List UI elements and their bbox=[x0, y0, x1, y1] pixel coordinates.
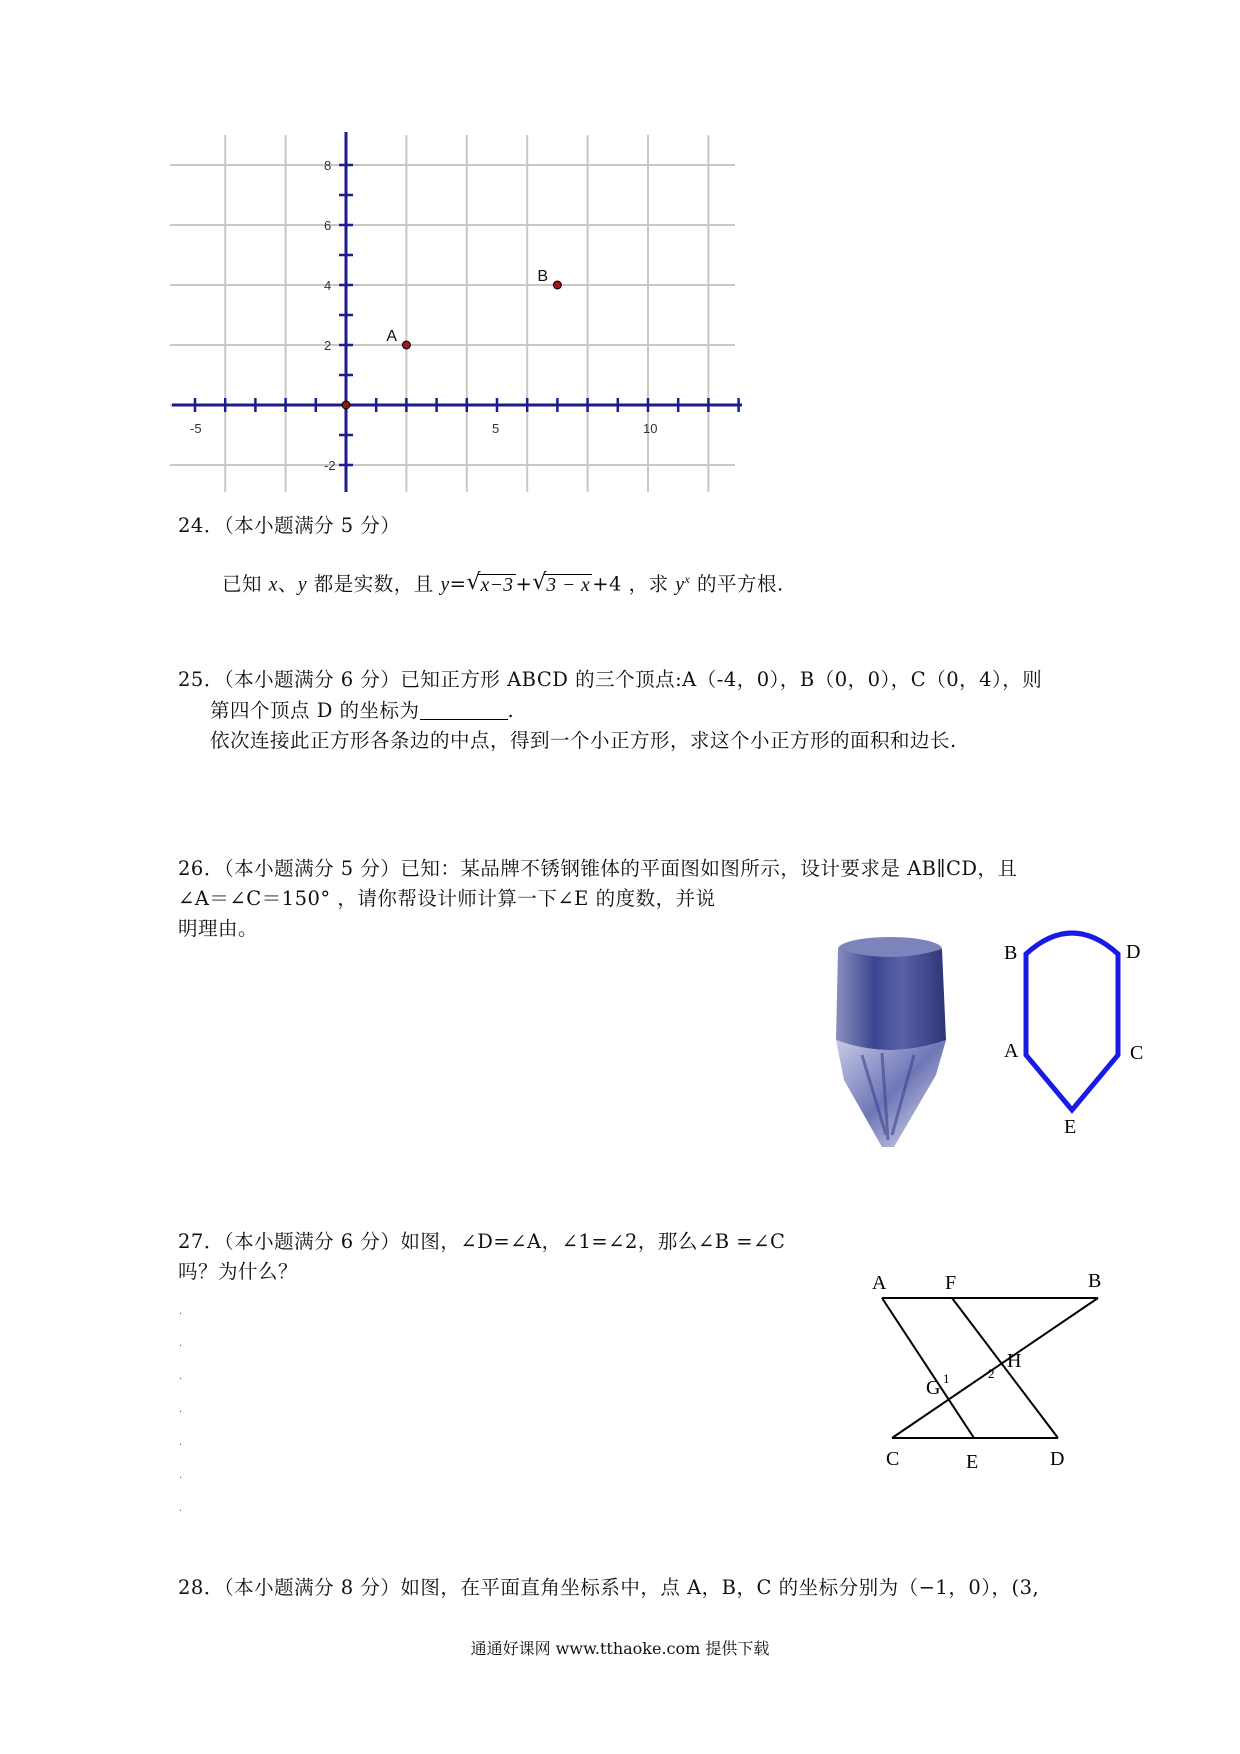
ab-cd-pentagon-figure bbox=[990, 920, 1150, 1140]
y-tick-label: 2 bbox=[324, 338, 332, 353]
margin-dot: . bbox=[179, 1404, 183, 1415]
plus-sign: + bbox=[515, 572, 533, 596]
label-H: H bbox=[1007, 1350, 1022, 1372]
y-tick-label: 6 bbox=[324, 218, 332, 233]
stainless-cone-photo bbox=[822, 935, 962, 1150]
label-F: F bbox=[945, 1272, 957, 1294]
coordinate-plane bbox=[170, 130, 750, 505]
q24-tail: +4 ，求 bbox=[592, 572, 676, 596]
point-label-A: A bbox=[386, 328, 398, 345]
answer-blank[interactable] bbox=[420, 699, 508, 720]
point-B bbox=[553, 281, 561, 289]
y-tick-label: -2 bbox=[324, 458, 336, 473]
y-tick-label: 4 bbox=[324, 278, 332, 293]
q24-end: 的平方根. bbox=[690, 572, 784, 596]
label-B: B bbox=[1088, 1270, 1102, 1292]
margin-dot: . bbox=[179, 1503, 183, 1514]
q25-line2-text: 第四个顶点 D 的坐标为 bbox=[210, 699, 420, 722]
angle-1-label: 1 bbox=[943, 1371, 950, 1386]
origin-point bbox=[342, 401, 350, 409]
pentagon-outline bbox=[1026, 933, 1118, 1110]
y-tick-label: 8 bbox=[324, 158, 332, 173]
line-FD bbox=[952, 1298, 1058, 1438]
label-A: A bbox=[872, 1272, 887, 1294]
q27-line1: 27．（本小题满分 6 分）如图，∠D=∠A，∠1=∠2，那么∠B =∠C bbox=[178, 1230, 786, 1253]
power-exponent: x bbox=[684, 572, 691, 586]
sqrt-2: √ 3 − x bbox=[532, 569, 591, 596]
point-label-B: B bbox=[537, 268, 549, 285]
var-x: x bbox=[268, 574, 278, 596]
label-D: D bbox=[1126, 941, 1141, 963]
margin-dot: . bbox=[179, 1338, 183, 1349]
line-BC bbox=[892, 1298, 1098, 1438]
var-y: y bbox=[297, 574, 308, 596]
label-D: D bbox=[1050, 1448, 1065, 1470]
label-B: B bbox=[1004, 942, 1018, 964]
x-tick-label: 10 bbox=[643, 421, 658, 436]
q26-line3: 明理由。 bbox=[178, 917, 259, 940]
q28-line1: 28．（本小题满分 8 分）如图，在平面直角坐标系中，点 A，B，C 的坐标分别为（−1，0），(3, bbox=[178, 1576, 1040, 1599]
label-A: A bbox=[1004, 1040, 1019, 1062]
label-E: E bbox=[1064, 1116, 1077, 1138]
point-A bbox=[402, 341, 410, 349]
x-tick-label: -5 bbox=[190, 421, 202, 436]
q24-statement bbox=[222, 565, 784, 600]
q27-geometry-figure bbox=[860, 1255, 1140, 1485]
q25-line2-end: . bbox=[507, 699, 515, 722]
label-C: C bbox=[1130, 1042, 1144, 1064]
power-base: y bbox=[675, 574, 685, 596]
q25-line3: 依次连接此正方形各条边的中点，得到一个小正方形，求这个小正方形的面积和边长. bbox=[210, 729, 957, 752]
page-footer: 通通好课网 www.tthaoke.com 提供下载 bbox=[470, 1639, 770, 1658]
margin-dot: . bbox=[179, 1470, 183, 1481]
q26-line2: ∠A＝∠C＝150° ，请你帮设计师计算一下∠E 的度数，并说 bbox=[178, 887, 716, 910]
label-C: C bbox=[886, 1448, 900, 1470]
angle-2-label: 2 bbox=[988, 1366, 995, 1381]
radicand-1: x−3 bbox=[480, 574, 514, 596]
eq-sign: = bbox=[449, 572, 467, 596]
line-AE bbox=[882, 1298, 974, 1438]
q27-line2: 吗？为什么？ bbox=[178, 1260, 299, 1283]
eq-y: y bbox=[440, 574, 450, 596]
q24-text-2: 都是实数，且 bbox=[307, 572, 441, 596]
label-G: G bbox=[926, 1377, 941, 1399]
q24-text: 已知 bbox=[222, 572, 269, 596]
x-tick-label: 5 bbox=[492, 421, 500, 436]
q24-sep: 、 bbox=[277, 572, 298, 596]
q25-line2 bbox=[210, 697, 514, 725]
label-E: E bbox=[966, 1451, 979, 1473]
margin-dot: . bbox=[179, 1306, 183, 1317]
q26-line1: 26．（本小题满分 5 分）已知：某品牌不锈钢锥体的平面图如图所示，设计要求是 AB∥CD，且 bbox=[178, 857, 1018, 880]
q24-header: 24．（本小题满分 5 分） bbox=[178, 514, 401, 537]
q25-line1: 25．（本小题满分 6 分）已知正方形 ABCD 的三个顶点:A（-4，0），B（0，0），C（0，4），则 bbox=[178, 668, 1043, 691]
sqrt-1: √ x−3 bbox=[466, 569, 514, 596]
margin-dot: . bbox=[179, 1371, 183, 1382]
radicand-2: 3 − x bbox=[546, 574, 591, 596]
margin-dot: . bbox=[179, 1437, 183, 1448]
